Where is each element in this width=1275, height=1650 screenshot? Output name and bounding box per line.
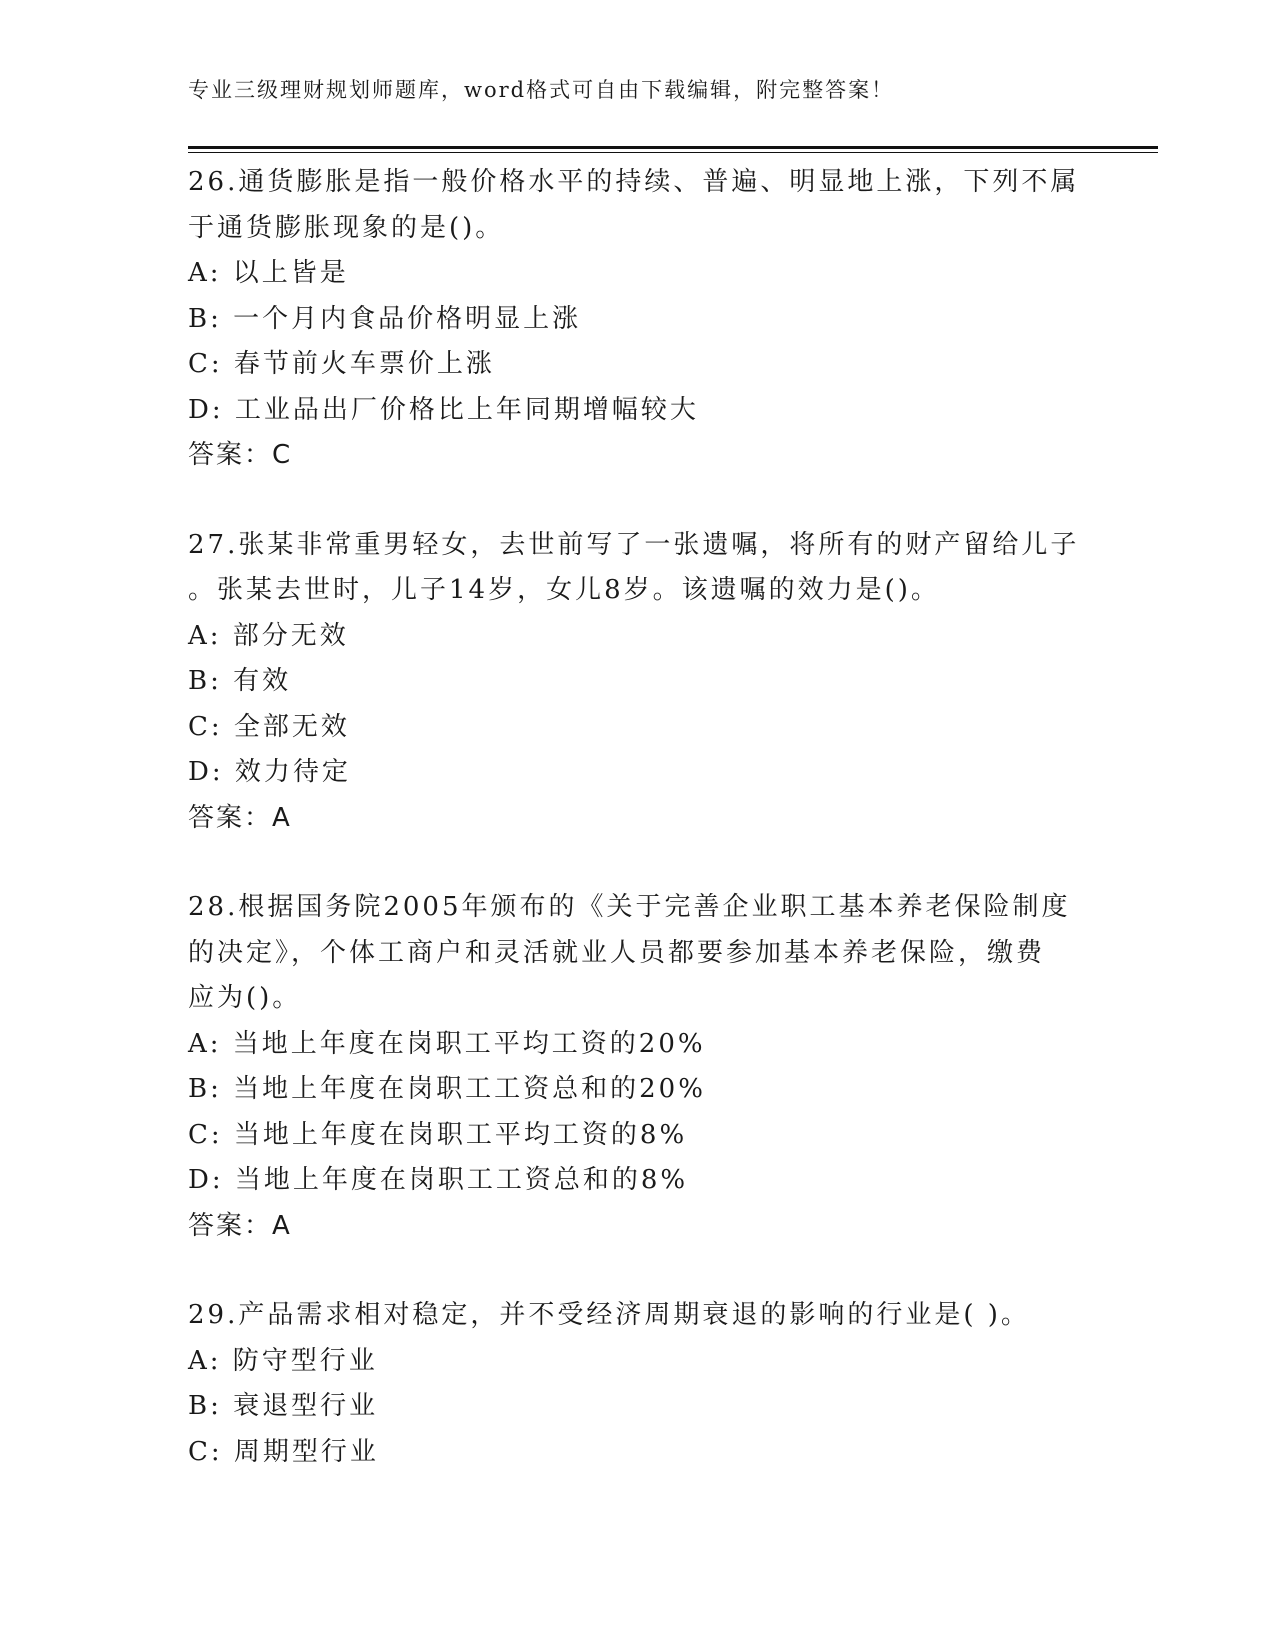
option-a: A: 部分无效	[188, 620, 349, 651]
header-rule-thin	[188, 152, 1158, 153]
answer-line: 答案：C	[188, 440, 293, 470]
option-b: B: 有效	[188, 666, 292, 696]
question-stem-line: 27.张某非常重男轻女，去世前写了一张遗嘱，将所有的财产留给儿子	[188, 529, 1080, 560]
option-a: A: 防守型行业	[188, 1345, 378, 1376]
question-27	[188, 523, 1088, 842]
question-stem-line: 28.根据国务院2005年颁布的《关于完善企业职工基本养老保险制度	[188, 892, 1071, 922]
question-29	[188, 1293, 1088, 1475]
question-list	[188, 160, 1088, 1519]
question-stem-line: 应为()。	[188, 983, 302, 1013]
option-d: D: 工业品出厂价格比上年同期增幅较大	[188, 394, 699, 425]
question-stem-line: 于通货膨胀现象的是()。	[188, 212, 505, 243]
answer-line: 答案：A	[188, 1210, 292, 1241]
option-d: D: 当地上年度在岗职工工资总和的8%	[188, 1165, 689, 1195]
option-c: C: 春节前火车票价上涨	[188, 349, 495, 379]
question-26	[188, 160, 1088, 479]
option-d: D: 效力待定	[188, 757, 351, 787]
option-a: A: 当地上年度在岗职工平均工资的20%	[188, 1028, 706, 1059]
option-c: C: 周期型行业	[188, 1436, 379, 1467]
question-stem-line: 26.通货膨胀是指一般价格水平的持续、普遍、明显地上涨，下列不属	[188, 167, 1080, 197]
option-b: B: 当地上年度在岗职工工资总和的20%	[188, 1074, 706, 1104]
header-rule-thick	[188, 146, 1158, 149]
question-stem-line: 。张某去世时，儿子14岁，女儿8岁。该遗嘱的效力是()。	[188, 575, 940, 605]
answer-line: 答案：A	[188, 802, 292, 833]
option-c: C: 当地上年度在岗职工平均工资的8%	[188, 1119, 688, 1150]
option-a: A: 以上皆是	[188, 258, 349, 288]
option-c: C: 全部无效	[188, 711, 350, 742]
option-b: B: 一个月内食品价格明显上涨	[188, 303, 582, 334]
question-stem-line: 的决定》，个体工商户和灵活就业人员都要参加基本养老保险，缴费	[188, 937, 1046, 968]
question-28	[188, 885, 1088, 1249]
option-b: B: 衰退型行业	[188, 1391, 379, 1421]
question-stem-line: 29.产品需求相对稳定，并不受经济周期衰退的影响的行业是( )。	[188, 1300, 1030, 1330]
page-header-text: 专业三级理财规划师题库，word格式可自由下载编辑，附完整答案！	[188, 78, 895, 102]
